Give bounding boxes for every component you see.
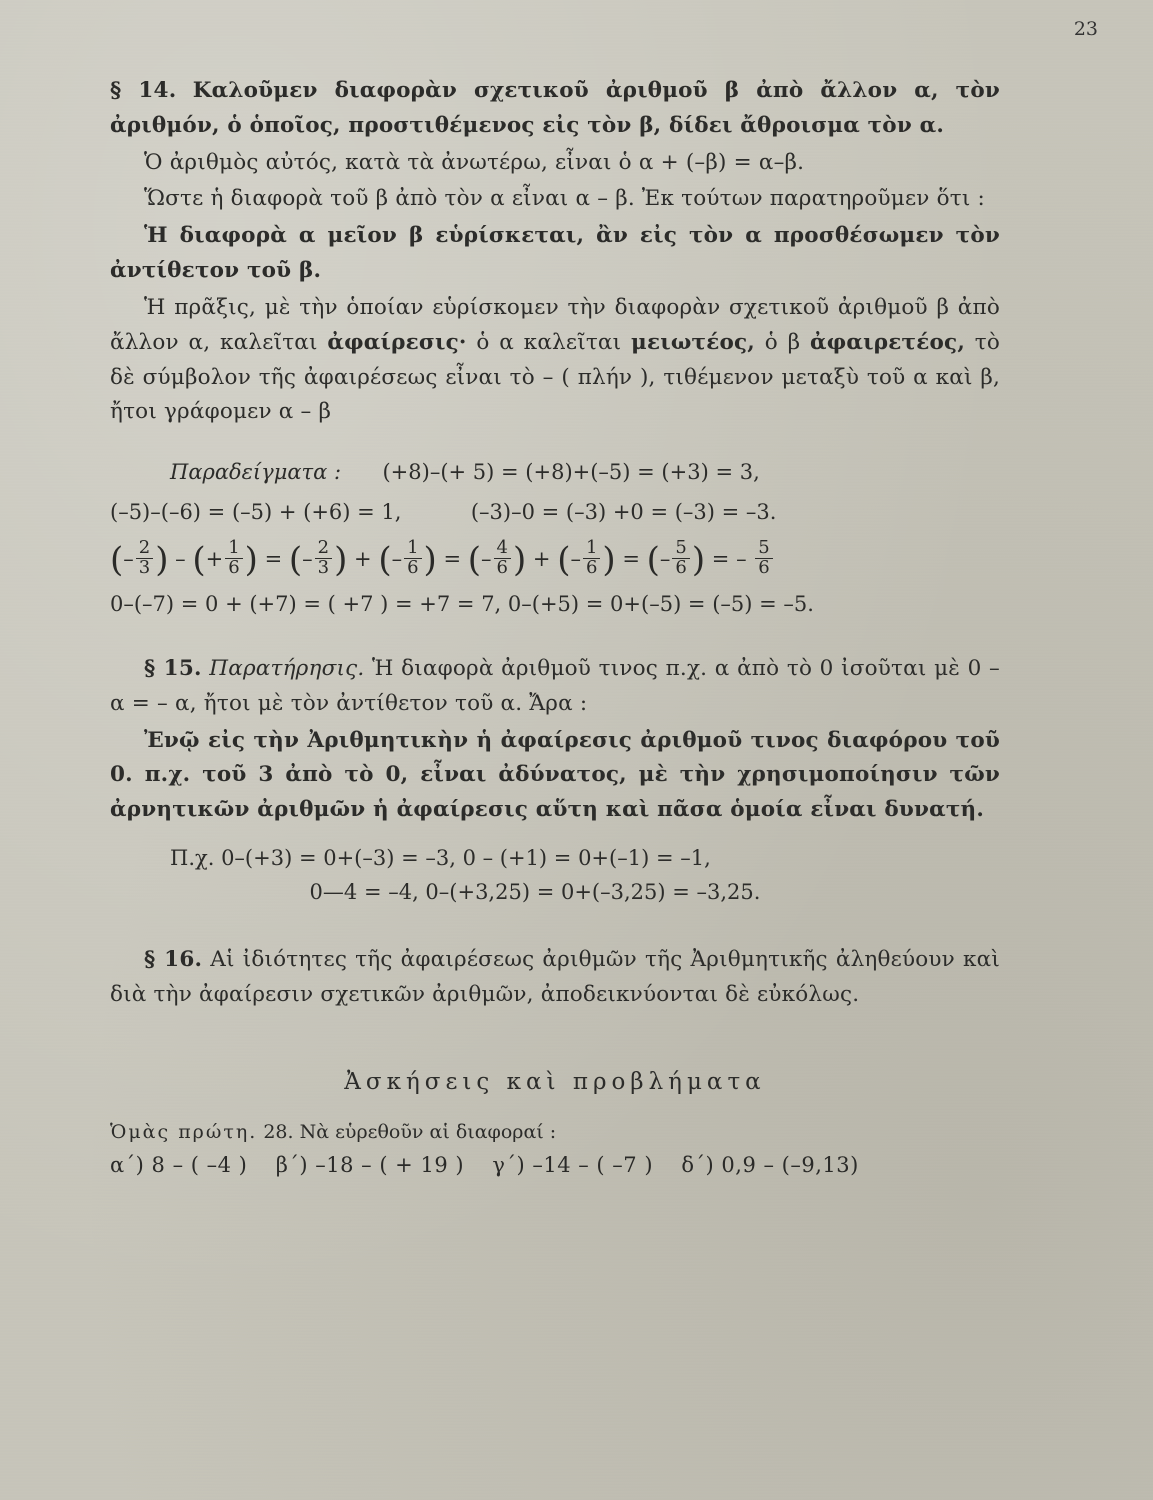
examples-block: [110, 456, 1000, 622]
section-16: [110, 943, 1000, 1013]
examples-expression-1: (+8)–(+ 5) = (+8)+(–5) = (+3) = 3,: [382, 460, 760, 485]
section-14-paragraph-2: Ὁ ἀριθμὸς αὐτός, κατὰ τὰ ἀνωτέρω, εἶναι ὁ α + (–β) = α–β.: [144, 149, 805, 175]
paren-close-7: ): [691, 539, 706, 580]
fraction-6-numerator: 1: [585, 537, 598, 559]
section-15: [110, 652, 1000, 909]
fraction-7: [672, 539, 689, 578]
exercises-title: Ἀσκήσεις καὶ προβλήματα: [344, 1068, 766, 1095]
term-meioteos: μειωτέος,: [631, 329, 755, 355]
page-content: [110, 70, 1000, 1177]
section-16-text: Αἱ ἰδιότητες τῆς ἀφαιρέσεως ἀριθμῶν τῆς Ἀριθμητικῆς ἀληθεύουν καὶ διὰ τὴν ἀφαίρεσιν σχετικῶν ἀριθμῶν, ἀποδεικνύονται δὲ εὐκόλως.: [110, 947, 1000, 1007]
section-16-heading: § 16.: [144, 947, 203, 973]
paren-close-5: ): [512, 539, 527, 580]
exercises-group-label: Ὁμὰς πρώτη.: [110, 1120, 258, 1143]
examples-row-4: 0–(–7) = 0 + (+7) = ( +7 ) = +7 = 7, 0–(+5) = 0+(–5) = (–5) = –5.: [110, 592, 814, 617]
section-14-heading: § 14.: [110, 78, 177, 103]
fraction-7-numerator: 5: [675, 537, 687, 559]
paren-open-5: (: [467, 539, 482, 580]
section-16-paragraph-1: [110, 943, 1000, 1013]
section-14-p5-g: τὸ δὲ σύμβολον τῆς ἀφαιρέσεως εἶναι τὸ – ( πλήν ), τιθέμενον μεταξὺ τοῦ α καὶ β, ἤτοι γράφομεν α – β: [110, 329, 1000, 425]
fraction-1-denominator: 3: [136, 558, 153, 578]
fraction-5-numerator: 4: [496, 537, 508, 559]
section-14-paragraph-3: Ὥστε ἡ διαφορὰ τοῦ β ἀπὸ τὸν α εἶναι α – β. Ἐκ τούτων παρατηροῦμεν ὅτι :: [144, 186, 985, 212]
section-15-rule: [110, 724, 1000, 828]
fraction-2: [225, 539, 242, 578]
paren-open-6: (: [557, 539, 571, 580]
fraction-4: [404, 539, 421, 578]
exercises-intro: [110, 1117, 1000, 1147]
section-14-definition: Καλοῦμεν διαφορὰν σχετικοῦ ἀριθμοῦ β ἀπὸ ἄλλον α, τὸν ἀριθμόν, ὁ ὁποῖος, προστιθέμενος εἰς τὸν β, δίδει ἄθροισμα τὸν α.: [110, 78, 1000, 138]
paren-close-2: ): [244, 539, 258, 580]
section-15-text: Ἡ διαφορὰ ἀριθμοῦ τινος π.χ. α ἀπὸ τὸ 0 ἰσοῦται μὲ 0 – α = – α, ἤτοι μὲ τὸν ἀντίθετον τοῦ α. Ἄρα :: [110, 655, 1000, 716]
section-15-heading: § 15.: [144, 655, 202, 681]
section-14-rule-text: Ἡ διαφορὰ α μεῖον β εὑρίσκεται, ἂν εἰς τὸν α προσθέσωμεν τὸν ἀντίθετον τοῦ β.: [110, 223, 1000, 284]
exercises-items: [110, 1153, 1000, 1177]
exercise-item: α΄) 8 – ( –4 ): [110, 1153, 248, 1178]
section-14-p5-c: ὁ α καλεῖται: [466, 329, 632, 355]
paren-close-6: ): [602, 539, 616, 580]
fraction-1: [136, 539, 153, 578]
section-15-rule-text: Ἐνῷ εἰς τὴν Ἀριθμητικὴν ἡ ἀφαίρεσις ἀριθμοῦ τινος διαφόρου τοῦ 0. π.χ. τοῦ 3 ἀπὸ τὸ 0, εἶναι ἀδύνατος, μὲ τὴν χρησιμοποίησιν τῶν ἀρνητικῶν ἀριθμῶν ἡ ἀφαίρεσις αὕτη καὶ πᾶσα ὁμοία εἶναι δυνατή.: [110, 727, 1000, 823]
fraction-2-numerator: 1: [228, 537, 240, 559]
fraction-8: [755, 539, 772, 578]
fraction-3-numerator: 2: [317, 537, 330, 559]
examples-expression-2a: (–5)–(–6) = (–5) + (+6) = 1,: [110, 499, 402, 524]
paren-close-4: ): [423, 539, 437, 580]
term-afaireteos: ἀφαιρετέος,: [810, 329, 965, 355]
section-14-paragraph-5: [110, 291, 1000, 430]
paren-open-3: (: [288, 539, 303, 580]
fraction-8-denominator: 6: [755, 558, 772, 578]
paren-close-3: ): [334, 539, 348, 580]
paren-open-7: (: [646, 539, 660, 580]
fraction-5: [494, 539, 511, 578]
fraction-7-denominator: 6: [672, 558, 689, 578]
fraction-6: [583, 539, 600, 578]
section-14-p5-e: ὁ β: [754, 329, 811, 355]
fraction-5-denominator: 6: [494, 558, 511, 578]
exercise-item: δ΄) 0,9 – (–9,13): [681, 1153, 859, 1178]
section-14-p5-a: Ἡ πρᾶξις, μὲ τὴν ὁποίαν εὑρίσκομεν τὴν διαφορὰν σχετικοῦ ἀριθμοῦ β ἀπὸ ἄλλον α, καλεῖται: [110, 294, 1000, 355]
section-15-subtitle: Παρατήρησις.: [209, 655, 365, 681]
examples-expression-2b: (–3)–0 = (–3) +0 = (–3) = –3.: [470, 499, 777, 524]
paren-close-1: ): [155, 539, 169, 580]
page-number: 23: [1073, 18, 1098, 40]
paren-open-4: (: [378, 539, 392, 580]
fraction-8-numerator: 5: [758, 537, 770, 559]
fraction-3-denominator: 3: [315, 558, 332, 578]
term-afairesis: ἀφαίρεσις·: [327, 329, 467, 355]
examples-label: Παραδείγματα :: [170, 460, 342, 485]
exercise-item: β΄) –18 – ( + 19 ): [275, 1153, 465, 1178]
fraction-3: [315, 539, 332, 578]
fraction-6-denominator: 6: [583, 558, 600, 578]
section-14-rule: [110, 219, 1000, 289]
examples-row-3-fractions: ( – $\frac{2}{3}$ ) – ( + $\frac{1}{6}$ ) = ( – $\frac{2}{3}$ ) + ( – $\frac{1}{6}$ ) = ( – $\frac{4}{6}$ ) + ( – $\frac{1}{6}$ ) = ( – $\frac{5}{6}$ ) = – $\frac{5}{6}$: [110, 539, 1000, 578]
examples-row-1: [110, 456, 1000, 490]
paren-open-1: (: [110, 539, 124, 580]
paren-open-2: (: [192, 539, 206, 580]
section-15-example-line-1: Π.χ. 0–(+3) = 0+(–3) = –3, 0 – (+1) = 0+(–1) = –1,: [170, 845, 711, 870]
exercises-intro-text: 28. Νὰ εὑρεθοῦν αἱ διαφοραί :: [257, 1120, 557, 1143]
section-15-example-line-2: 0—4 = –4, 0–(+3,25) = 0+(–3,25) = –3,25.: [309, 879, 761, 904]
fraction-4-denominator: 6: [404, 558, 421, 578]
fraction-1-numerator: 2: [138, 537, 151, 559]
fraction-2-denominator: 6: [225, 558, 242, 578]
fraction-4-numerator: 1: [407, 537, 419, 559]
section-15-paragraph-1: [110, 652, 1000, 722]
section-14: [110, 74, 1000, 430]
examples-row-2: [110, 496, 1000, 530]
section-14-paragraph-1: [110, 74, 1000, 144]
section-15-examples: [110, 842, 1000, 909]
exercise-item: γ΄) –14 – ( –7 ): [492, 1153, 654, 1178]
